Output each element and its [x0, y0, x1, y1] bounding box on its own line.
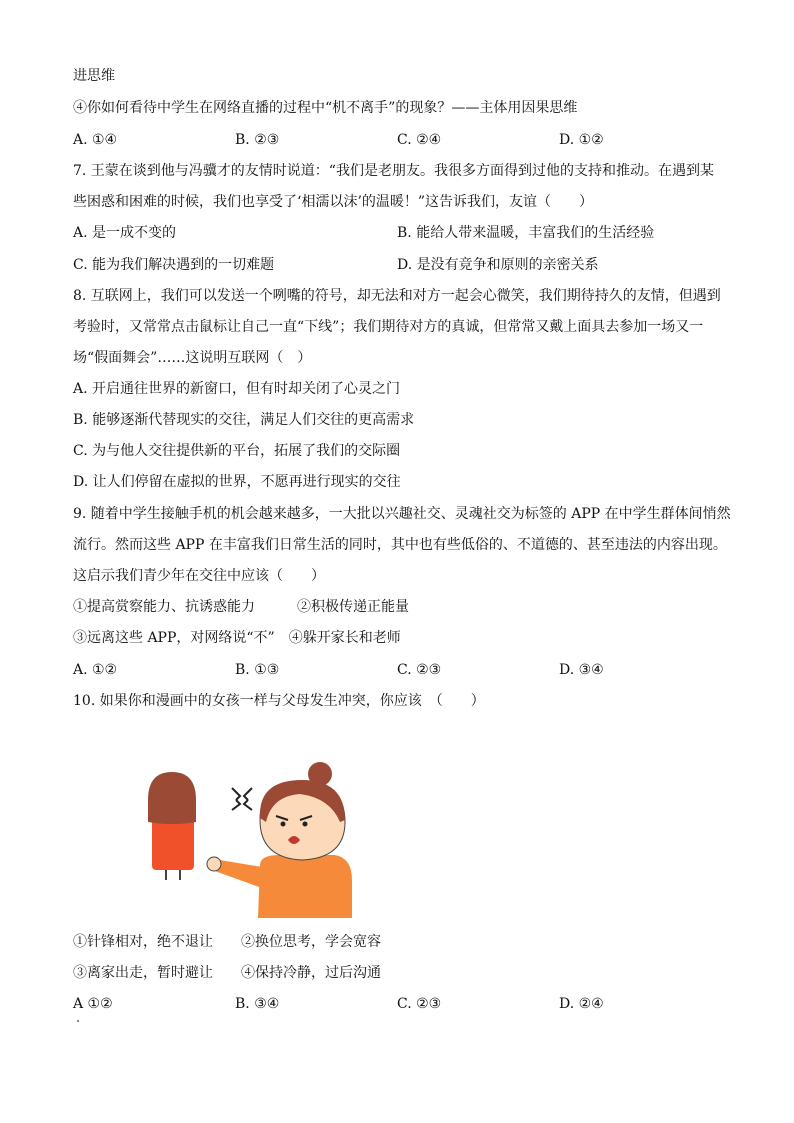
q8-stem-line: 场“假面舞会”……这说明互联网（ ） — [73, 350, 312, 366]
q6-option-d: D. ①② — [559, 132, 604, 148]
q9-statements: ①提高赏察能力、抗诱惑能力 ②积极传递正能量 — [73, 599, 409, 615]
q7-stem-line: 些困惑和困难的时候，我们也享受了‘相濡以沫’的温暖！”这告诉我们，友谊（ ） — [73, 194, 594, 210]
q9-stem-line: 流行。然而这些 APP 在丰富我们日常生活的同时，其中也有些低俗的、不道德的、甚至违法的内容出现。 — [73, 537, 727, 553]
q7-option-d: D. 是没有竞争和原则的亲密关系 — [397, 257, 599, 273]
q7-stem-line: 7. 王蒙在谈到他与冯骥才的友情时说道：“我们是老朋友。我很多方面得到过他的支持和推动。在遇到某 — [73, 163, 714, 179]
q7-options-row — [73, 223, 733, 243]
q10-option-c: C. ②③ — [397, 996, 442, 1012]
q6-option-b: B. ②③ — [235, 132, 280, 148]
q10-statements: ③离家出走，暂时避让 ④保持冷静，过后沟通 — [73, 965, 381, 981]
q9-option-c: C. ②③ — [397, 662, 442, 678]
q9-option-b: B. ①③ — [235, 662, 280, 678]
text-line: ④你如何看待中学生在网络直播的过程中“机不离手”的现象？——主体用因果思维 — [73, 100, 578, 116]
q7-option-b: B. 能给人带来温暖，丰富我们的生活经验 — [397, 225, 655, 241]
q10-option-d: D. ②④ — [559, 996, 604, 1012]
q7-option-c: C. 能为我们解决遇到的一切难题 — [73, 257, 275, 273]
q8-stem-line: 8. 互联网上，我们可以发送一个咧嘴的符号，却无法和对方一起会心微笑，我们期待持久的友情，但遇到 — [73, 288, 721, 304]
girl-hair — [148, 772, 196, 824]
mother-figure — [207, 762, 352, 918]
q6-option-a: A. ①④ — [73, 132, 118, 148]
text-line: 进思维 — [73, 68, 115, 84]
q8-option-d: D. 让人们停留在虚拟的世界，不愿再进行现实的交往 — [73, 474, 401, 490]
q9-stem-line: 这启示我们青少年在交往中应该（ ） — [73, 568, 325, 584]
q10-options — [73, 994, 733, 1014]
q9-options — [73, 660, 733, 680]
q7-options-row — [73, 255, 733, 275]
girl-figure — [148, 772, 196, 880]
q6-option-c: C. ②④ — [397, 132, 442, 148]
q9-stem-line: 9. 随着中学生接触手机的机会越来越多，一大批以兴趣社交、灵魂社交为标签的 APP 在中学生群体间悄然 — [73, 506, 731, 522]
mother-shirt — [258, 855, 352, 918]
q8-stem-line: 考验时，又常常点击鼠标让自己一直“下线”；我们期待对方的真诚，但常常又戴上面具去参加一场又一 — [73, 319, 704, 335]
q10-option-b: B. ③④ — [235, 996, 280, 1012]
q9-statements: ③远离这些 APP，对网络说“不” ④躲开家长和老师 — [73, 630, 401, 646]
q6-options — [73, 130, 733, 150]
q7-option-a: A. 是一成不变的 — [73, 225, 177, 241]
q9-option-d: D. ③④ — [559, 662, 604, 678]
q10-option-a: A ①② — [73, 996, 113, 1012]
q10-stem: 10. 如果你和漫画中的女孩一样与父母发生冲突，你应该 （ ） — [73, 693, 485, 709]
scan-mark — [77, 1020, 79, 1022]
cartoon-mother-scolding-girl — [140, 760, 360, 920]
anger-mark-icon — [232, 788, 252, 810]
q10-statements: ①针锋相对，绝不退让 ②换位思考，学会宽容 — [73, 934, 381, 950]
q8-option-c: C. 为与他人交往提供新的平台，拓展了我们的交际圈 — [73, 443, 401, 459]
q8-option-b: B. 能够逐渐代替现实的交往，满足人们交往的更高需求 — [73, 412, 415, 428]
q8-option-a: A. 开启通往世界的新窗口，但有时却关闭了心灵之门 — [73, 381, 401, 397]
q9-option-a: A. ①② — [73, 662, 118, 678]
